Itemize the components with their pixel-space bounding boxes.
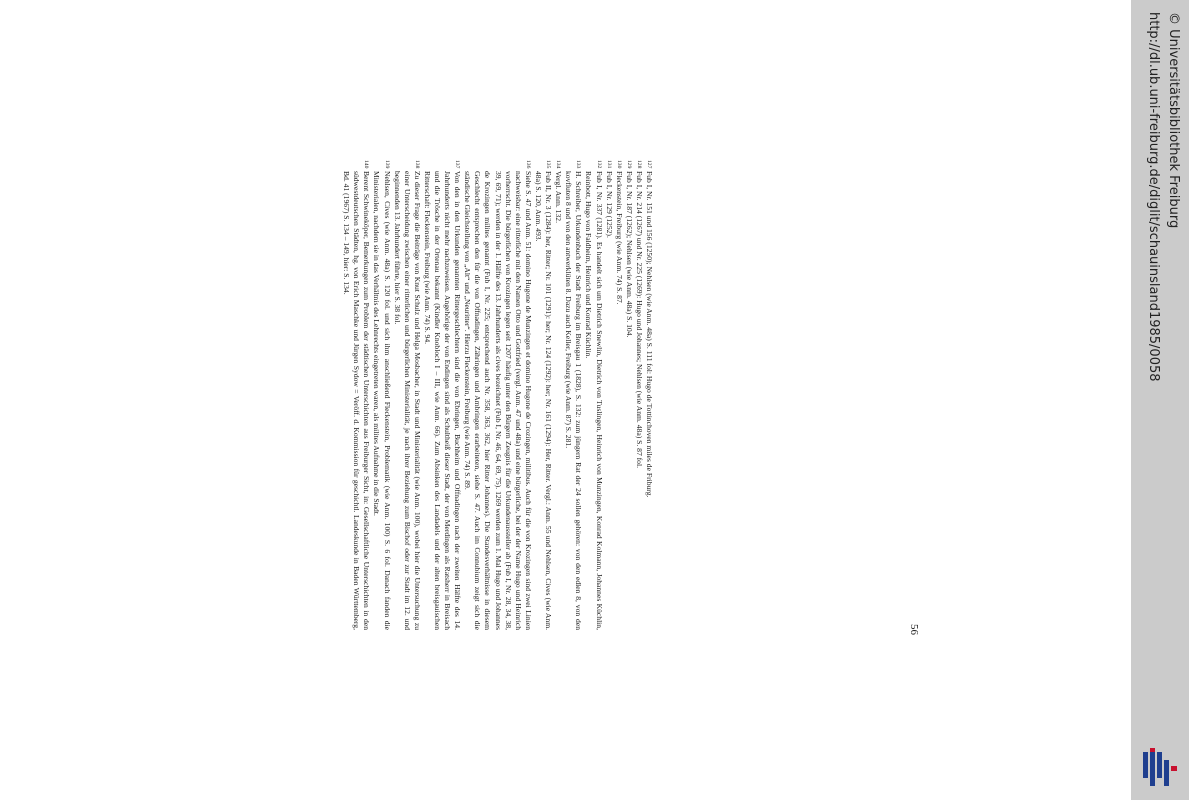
logo-bar-3 (1157, 752, 1162, 778)
library-logo-icon (1139, 748, 1181, 790)
footnote-text: Fub I, Nr. 151 und 156 (1250); Nehlsen (wie Anm. 48a) S. 111 fol: Hugo de Tottinchoven miles de Friburg. (645, 171, 654, 498)
footnote-number: 139 (383, 160, 390, 169)
footnote-number: 128 (635, 160, 642, 169)
footnote-text: Zu dieser Frage die Beiträge von Knut Schulz und Helga Mosbacher, in Stadt und Ministerialität (wie Anm. 100), wobei hier die Untersuchung zu einer Unterscheidung zwischen einer ritterlichen und bürgerlichen Ministerialität, je nach ihrer Beziehung zum Bischof oder zur Stadt im 12. und beginnenden 13. Jahrhundert führte, hier S. 38 fol. (392, 171, 422, 630)
footnote-number: 136 (524, 160, 531, 169)
logo-bar-accent (1150, 748, 1155, 752)
footnote (533, 160, 553, 630)
logo-bar-1 (1143, 752, 1148, 778)
footnote-text: Fub I, Nr. 214 (1267) und Nr. 225 (1269): Hugo und Johannes; Nehlsen (wie Anm. 48a) S. 87 fol. (634, 171, 644, 468)
footnote-number: 127 (646, 160, 652, 169)
footnote-number: 137 (454, 160, 461, 169)
footnote-text: H. Schreiber, Urkundenbuch der Stadt Freiburg im Breisgau 1 (1828), S. 132: zum jüngern Rat der 24 sollen gehören: von den edlen 8, von den kovfluten 8 und von den antwerklüten 8. Dazu auch Keller, Freiburg (wie Anm. 87) S. 281. (564, 171, 584, 630)
footnote (371, 160, 391, 630)
footnote-number: 131 (605, 160, 612, 169)
footnote-number: 134 (555, 160, 562, 169)
footnote-text: Fub I, Nr. 187 (1262); Nehlsen (wie Anm. 48a) S. 104. (624, 171, 634, 338)
footnote (462, 160, 533, 630)
footnote (644, 160, 654, 630)
footnote-text: Fleckenstein, Freiburg (wie Anm. 74) S. 87. (614, 171, 624, 305)
footnote-text: Siehe S. 47 und Anm. 51: domino Hugone de Munzingen et domino Hugone de Crozingen, militibus. Auch für die von Krozingen sind zwei Linien nachweisbar: eine ritterliche mit den Namen Otto und Gottfried (vergl. Anm. 47 und 48a) und eine bürgerliche, bei der der Name Hugo und Heinrich vorherrscht. Die bürgerlichen von Krozingen legen seit 1207 häufig unter den Bürgern Zeugnis für die Urkundenaussteller ab (Fub I, Nr. 28, 34, 38, 39, 69, 71); werden in der 1. Hälfte des 13. Jahrhunderts als cives bezeichnet (Fub I, Nr. 46, 64, 69, 75). 1269 werden zum 1. Mal Hugo und Johannes de Krozingen milites genannt (Fub I, Nr. 225; entsprechend auch Nr. 358, 363, 362, hier Ritter Johannes). Die Standesverhältnisse in diesem Geschlecht entsprechen den für die von Offnadingen, Zähringen und Ambringen erarbeiteten, siehe S. 47. Auch im Connubium zeigt sich die ständische Gleichstellung von „Alt“ und „Neuritter“. Hierzu Fleckenstein, Freiburg (wie Anm. 74) S. 89. (463, 171, 533, 630)
footnote-number: 135 (545, 160, 552, 169)
footnotes-block (341, 160, 654, 630)
footnote-text: Fub I, Nr. 129 (1252). (604, 171, 614, 238)
footnote-number: 129 (625, 160, 632, 169)
footnote-number: 140 (363, 160, 370, 169)
footnote-number: 133 (575, 160, 582, 169)
logo-bar-4 (1164, 760, 1169, 786)
footnote (604, 160, 614, 630)
library-sidebar (1131, 0, 1189, 800)
permalink-url[interactable]: http://dl.ub.uni-freiburg.de/diglit/schauinsland1985/0058 (1146, 12, 1161, 382)
footnote-number: 138 (413, 160, 420, 169)
footnote-text: Fub II, Nr. 3 (1284): her, Ritter; Nr. 101 (1291): her; Nr. 124 (1292): her; Nr. 161 (1294): Her, Ritter. Vergl.: Anm. 55 und Nehlsen, Cives (wie Anm. 48a) S. 120, Anm. 493. (533, 171, 554, 630)
footnote-number: 132 (595, 160, 602, 169)
footnote-text: Berent Schwineköper, Bemerkungen zum Problem der städtischen Unterschichten aus Freiburger Sicht, in: Gesellschaftliche Unterschichten in den südwestdeutschen Städten, hg. von Erich Maschke und Jürgen Sydow = Veröff. d. Kommission für geschichtl. Landeskunde in Baden Württemberg, Bd. 41 (1967) S. 134 – 149, hier: S. 134. (342, 171, 372, 630)
footnote (553, 160, 563, 630)
footnote (392, 160, 422, 630)
logo-bar-accent-2 (1171, 766, 1177, 771)
footnote (624, 160, 634, 630)
footnote (341, 160, 371, 630)
page-number: 56 (908, 624, 920, 635)
footnote (634, 160, 644, 630)
copyright-notice: © Universitätsbibliothek Freiburg (1166, 12, 1181, 229)
logo-bar-2 (1150, 752, 1155, 786)
footnote (583, 160, 603, 630)
footnote (614, 160, 624, 630)
footnote-text: Von den in den Urkunden genannten Rittergeschlechtern sind die von Ebringen, Buchheim und Offnadingen nach der zweiten Hälfte des 14. Jahrhunderts nicht mehr nachzuweisen. Angehörige der von Endingen sind als Schultheiß dieser Stadt, der von Merdingen als Ratsherr in Breisach und die Trösche in der Ortenau bekannt (Kindler Knobloch I – III, wie Anm. 66). Zum Absinken des Landadels und der alten breisgauischen Ritterschaft: Fleckenstein, Freiburg (wie Anm. 74) S. 94. (422, 171, 463, 630)
footnote-text: Nehlsen, Cives (wie Anm. 48a) S. 120 fol. und sich ihm anschließend Fleckenstein, Problematik (wie Anm. 100) S. 6 fol. Danach fanden die Ministerialen, nachdem sie in das Verhältnis des Lehnrechts eingetreten waren, als milites Aufnahme in die Stadt. (372, 171, 392, 630)
footnote-text: Fub I, Nr. 337 (1281). Es handelt sich um Dietrich Snewlin, Dietrich von Tuslingen, Heinrich von Munzingen, Konrad Kolmann, Johannes Küchlin, Reinbott, Hugo von Faldheim, Heinrich und Konrad Küchlin. (584, 171, 604, 630)
footnote (422, 160, 462, 630)
footnote-number: 130 (615, 160, 622, 169)
footnote-text: Vergl. Anm. 132. (554, 171, 564, 223)
footnote (563, 160, 583, 630)
